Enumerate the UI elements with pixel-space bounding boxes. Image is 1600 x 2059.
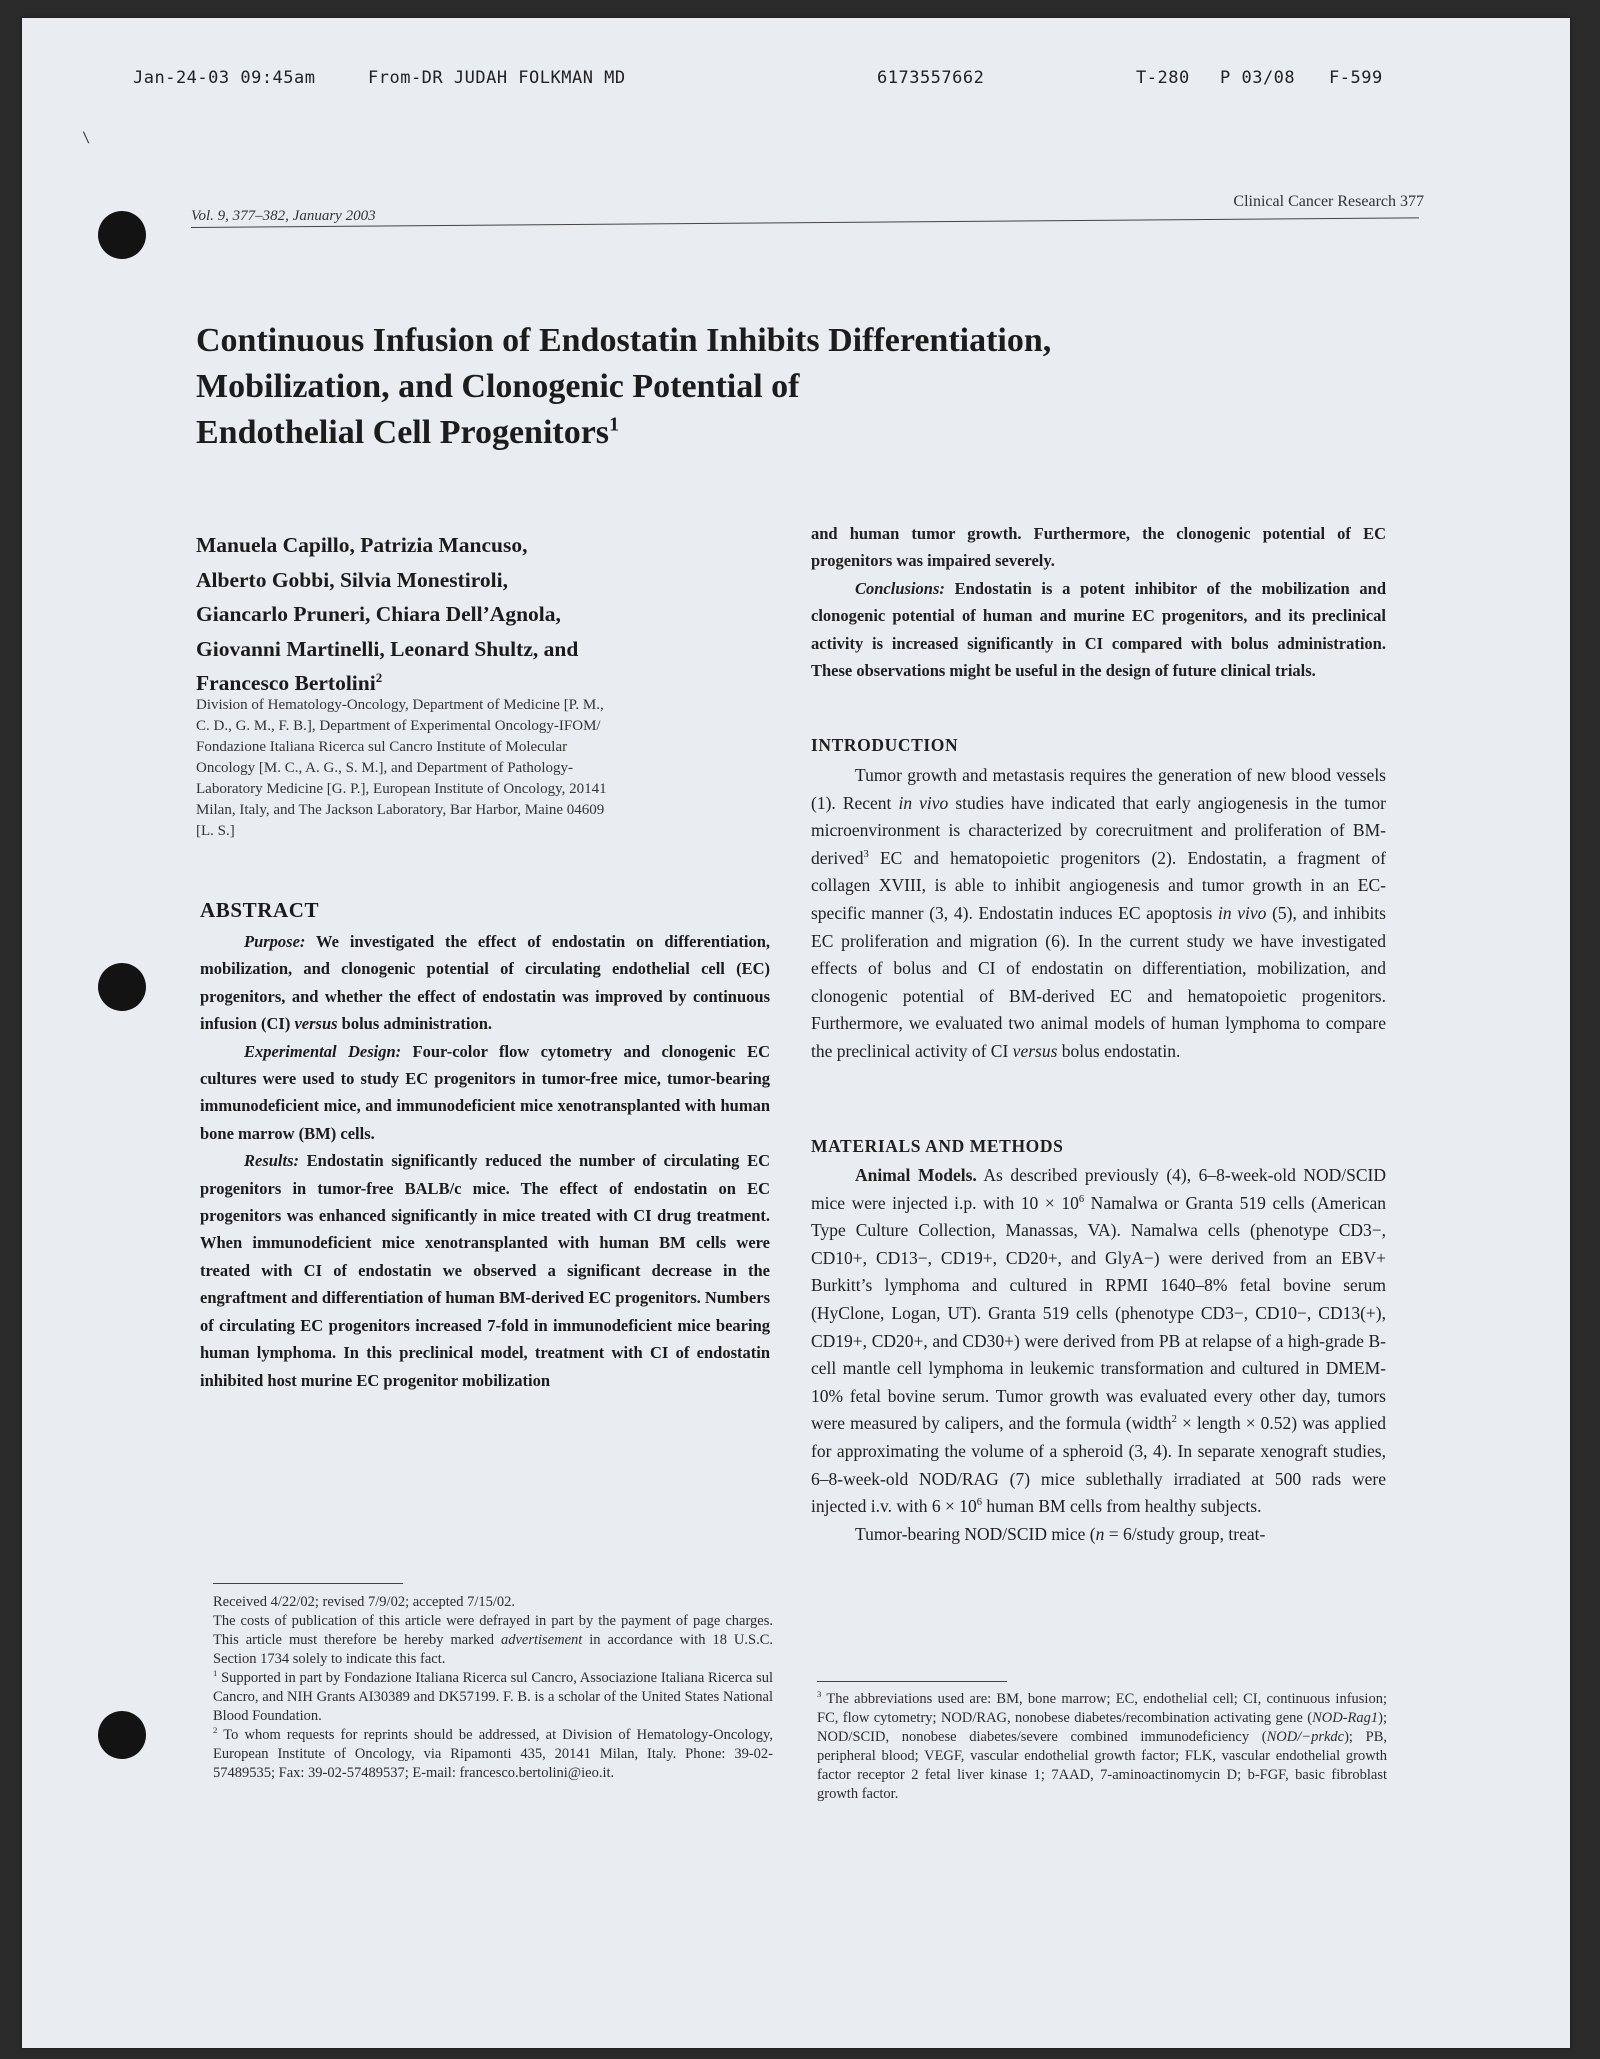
affiliation-line: [L. S.] xyxy=(196,823,235,839)
scan-mark: \ xyxy=(82,130,91,146)
footnote-marker: 2 xyxy=(375,670,383,685)
footnote-3: $^3$ The abbreviations used are: BM, bone marrow; EC, endothelial cell; CI, continuous infusion; FC, flow cytometry; NOD/RAG, nonobese diabetes/recombination activating gene (NOD-Rag1); NOD/SCID, nonobese diabetes/severe combined immunodeficiency (NOD/−prkdc); PB, peripheral blood; VEGF, vascular endothelial growth factor; FLK, vascular endothelial growth factor receptor 2 fetal liver kinase 1; 7AAD, 7-aminoactinomycin D; b-FGF, basic fibroblast growth factor. xyxy=(817,1689,1388,1802)
abstract-results: Results: Endostatin significantly reduced the number of circulating EC progenitors in tumor-free BALB/c mice. The effect of endostatin on EC progenitors was enhanced significantly in mice treated with CI drug treatment. When immunodeficient mice xenotransplanted with human BM cells were treated with CI of endostatin we observed a significant decrease in the engraftment and differentiation of human BM-derived EC progenitors. Numbers of circulating EC progenitors increased 7-fold in immunodeficient mice bearing human lymphoma. In this preclinical model, treatment with CI of endostatin inhibited host murine EC progenitor mobilization xyxy=(200,1151,770,1390)
title-line: Mobilization, and Clonogenic Potential of xyxy=(196,368,800,405)
received-dates: Received 4/22/02; revised 7/9/02; accepted 7/15/02. xyxy=(213,1594,516,1610)
author-line: Francesco Bertolini$^2$ xyxy=(196,670,383,695)
methods-heading: MATERIALS AND METHODS xyxy=(811,1136,1064,1156)
footnotes-left xyxy=(213,1593,773,1783)
methods-paragraph: Tumor-bearing NOD/SCID mice (n = 6/study group, treat- xyxy=(855,1523,1266,1544)
title-line: Continuous Infusion of Endostatin Inhibits Differentiation, xyxy=(196,322,1052,359)
author-line: Manuela Capillo, Patrizia Mancuso, xyxy=(196,533,528,557)
affiliation xyxy=(196,695,788,842)
introduction-paragraph: Tumor growth and metastasis requires the generation of new blood vessels (1). Recent in vivo studies have indicated that early angiogenesis in the tumor microenvironment is characterized by corecruitment and proliferation of BM-derived$^3$ EC and hematopoietic progenitors (2). Endostatin, a fragment of collagen XVIII, is able to inhibit angiogenesis and tumor growth in an EC-specific manner (3, 4). Endostatin induces EC apoptosis in vivo (5), and inhibits EC proliferation and migration (6). In the current study we have investigated effects of bolus and CI of endostatin on differentiation, mobilization, and clonogenic potential of BM-derived EC and hematopoietic progenitors. Furthermore, we evaluated two animal models of human lymphoma to compare the preclinical activity of CI versus bolus endostatin. xyxy=(811,765,1386,1061)
abstract-continuation xyxy=(811,520,1386,684)
fax-page: P 03/08 xyxy=(1220,68,1296,88)
abstract-purpose: Purpose: We investigated the effect of endostatin on differentiation, mobilization, and clonogenic potential of circulating endothelial cell (EC) progenitors, and whether the effect of endostatin was improved by continuous infusion (CI) versus bolus administration. xyxy=(200,932,770,1034)
affiliation-line: Oncology [M. C., A. G., S. M.], and Department of Pathology- xyxy=(196,760,574,776)
abstract-results-end: and human tumor growth. Furthermore, the clonogenic potential of EC progenitors was impaired severely. xyxy=(811,524,1386,571)
punch-hole-top xyxy=(98,211,146,259)
punch-hole-bottom xyxy=(98,1711,146,1759)
fax-sender: From-DR JUDAH FOLKMAN MD xyxy=(368,68,626,88)
journal-citation: Vol. 9, 377–382, January 2003 xyxy=(191,208,376,224)
author-list xyxy=(196,528,776,701)
methods-body xyxy=(811,1162,1386,1548)
publication-costs: The costs of publication of this article were defrayed in part by the payment of page charges. This article must therefore be hereby marked advertisement in accordance with 18 U.S.C. Section 1734 solely to indicate this fact. xyxy=(213,1613,773,1667)
fax-date-time: Jan-24-03 09:45am xyxy=(133,68,316,88)
fax-transaction: T-280 xyxy=(1136,68,1190,88)
author-line: Alberto Gobbi, Silvia Monestiroli, xyxy=(196,567,508,592)
fax-code: F-599 xyxy=(1329,68,1383,88)
footnote-marker: 1 xyxy=(609,413,620,436)
affiliation-line: Laboratory Medicine [G. P.], European Institute of Oncology, 20141 xyxy=(196,781,607,797)
methods-subheading: Animal Models. xyxy=(855,1165,977,1185)
affiliation-line: Milan, Italy, and The Jackson Laboratory, Bar Harbor, Maine 04609 xyxy=(196,802,605,818)
affiliation-line: C. D., G. M., F. B.], Department of Experimental Oncology-IFOM/ xyxy=(196,718,601,734)
footnote-rule-left xyxy=(213,1583,403,1584)
footnote-rule-right xyxy=(817,1681,1007,1682)
author-line: Giancarlo Pruneri, Chiara Dell’Agnola, xyxy=(196,602,561,626)
introduction-body xyxy=(811,762,1386,1066)
affiliation-line: Fondazione Italiana Ricerca sul Cancro Institute of Molecular xyxy=(196,739,568,755)
introduction-heading: INTRODUCTION xyxy=(811,735,959,755)
abstract-conclusions: Conclusions: Endostatin is a potent inhibitor of the mobilization and clonogenic potential of human and murine EC progenitors, and its preclinical activity is increased significantly in CI compared with bolus administration. These observations might be useful in the design of future clinical trials. xyxy=(811,578,1386,681)
methods-paragraph: Animal Models. As described previously (4), 6–8-week-old NOD/SCID mice were injected i.p. with $10 \times 10^6$ Namalwa or Granta 519 cells (American Type Culture Collection, Manassas, VA). Namalwa cells (phenotype CD3−, CD10+, CD13−, CD19+, CD20+, and GlyA−) were derived from an EBV+ Burkitt’s lymphoma and cultured in RPMI 1640–8% fetal bovine serum (HyClone, Logan, UT). Granta 519 cells (phenotype CD3−, CD10−, CD13(+), CD19+, CD20+, and CD30+) were derived from PB at relapse of a high-grade B-cell mantle cell lymphoma in leukemic transformation and cultured in DMEM-10% fetal bovine serum. Tumor growth was evaluated every other day, tumors were measured by calipers, and the formula (width$^2$ × length × 0.52) was applied for approximating the volume of a spheroid (3, 4). In separate xenograft studies, 6–8-week-old NOD/RAG (7) mice sublethally irradiated at 500 rads were injected i.v. with $6 \times 10^6$ human BM cells from healthy subjects. xyxy=(811,1165,1386,1517)
author-line: Giovanni Martinelli, Leonard Shultz, and xyxy=(196,636,579,661)
punch-hole-middle xyxy=(98,963,146,1011)
journal-name-page: Clinical Cancer Research 377 xyxy=(1233,193,1424,210)
affiliation-line: Division of Hematology-Oncology, Department of Medicine [P. M., xyxy=(196,697,604,713)
title-line: Endothelial Cell Progenitors$^1$ xyxy=(196,413,620,451)
footnote-2: $^2$ To whom requests for reprints should be addressed, at Division of Hematology-Oncology, European Institute of Oncology, via Ripamonti 435, 20141 Milan, Italy. Phone: 39-02-57489535; Fax: 39-02-57489537; E-mail: francesco.bertolini@ieo.it. xyxy=(213,1725,773,1781)
abstract-body xyxy=(200,928,770,1394)
abstract-heading: ABSTRACT xyxy=(200,898,320,922)
footnote-1: $^1$ Supported in part by Fondazione Italiana Ricerca sul Cancro, Associazione Italiana Ricerca sul Cancro, and NIH Grants AI30389 and DK57199. F. B. is a scholar of the United States National Blood Foundation. xyxy=(213,1668,773,1724)
abstract-design: Experimental Design: Four-color flow cytometry and clonogenic EC cultures were used to study EC progenitors in tumor-free mice, tumor-bearing immunodeficient mice, and immunodeficient mice xenotransplanted with human bone marrow (BM) cells. xyxy=(200,1041,770,1143)
fax-phone: 6173557662 xyxy=(877,68,985,88)
article-title xyxy=(196,318,1296,456)
